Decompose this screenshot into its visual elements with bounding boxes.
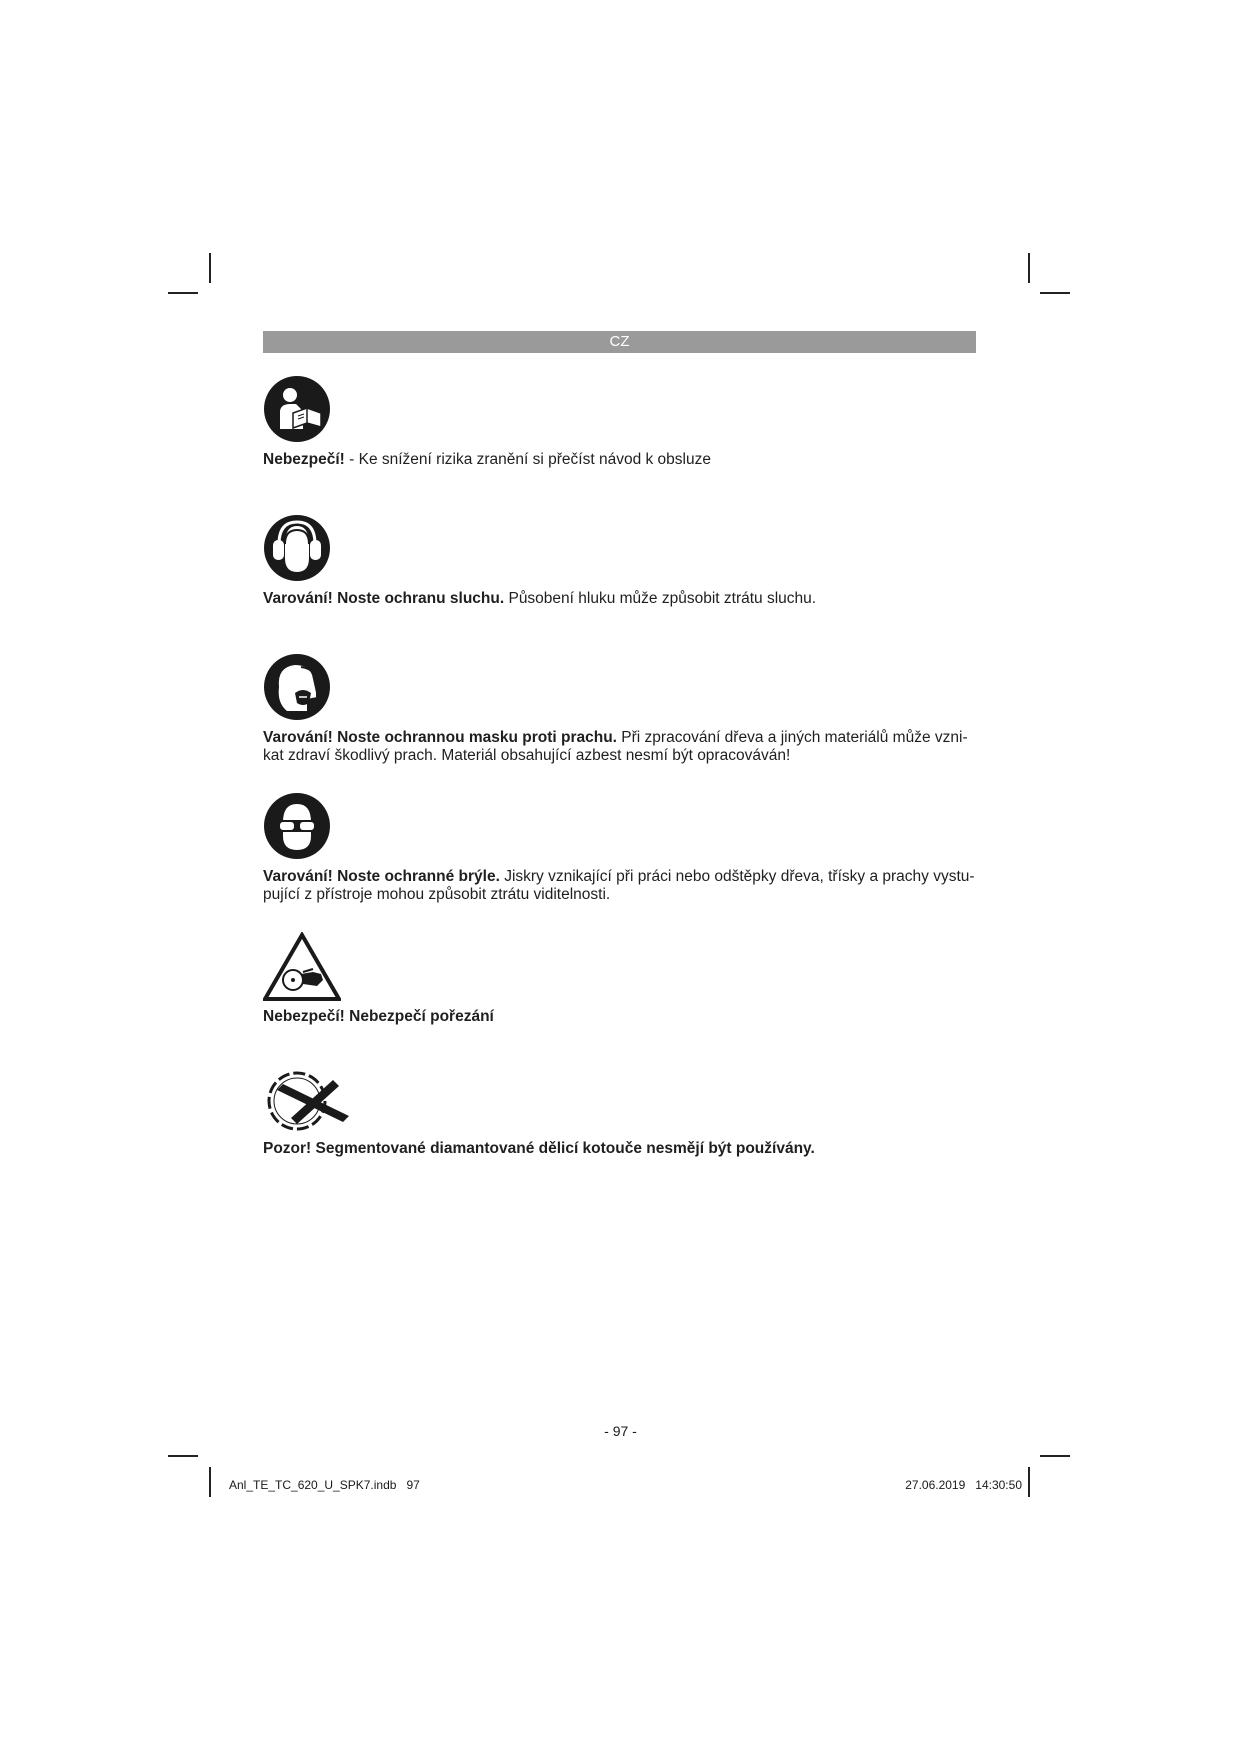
warning-title: Varování! Noste ochrannou masku proti prachu.	[263, 729, 617, 746]
warning-safety-goggles	[263, 792, 983, 904]
crop-mark	[1040, 1455, 1070, 1457]
page-number: - 97 -	[604, 1423, 637, 1439]
footer-file-name: Anl_TE_TC_620_U_SPK7.indb 97	[229, 1478, 420, 1492]
warning-body: Jiskry vznikající při práci nebo odštěpky dřeva, třísky a prachy vystu-pující z přístroje mohou způsobit ztrátu viditelnosti.	[263, 868, 975, 903]
warning-text	[263, 451, 983, 469]
warning-text	[263, 1140, 983, 1158]
warning-title: Varování! Noste ochranu sluchu.	[263, 590, 505, 607]
warning-ear-protection	[263, 514, 983, 608]
cut-hazard-icon	[263, 932, 341, 1002]
dust-mask-icon	[263, 653, 331, 721]
crop-mark	[168, 1455, 198, 1457]
warning-cut-hazard	[263, 932, 983, 1026]
crop-mark	[209, 253, 211, 283]
ear-protection-icon	[263, 514, 331, 582]
warning-text	[263, 1008, 983, 1026]
warning-title: Nebezpečí!	[263, 451, 345, 468]
warning-text	[263, 868, 983, 904]
safety-goggles-icon	[263, 792, 331, 860]
warning-dust-mask	[263, 653, 983, 765]
language-bar: CZ	[263, 331, 976, 353]
no-segmented-disc-icon	[263, 1066, 351, 1136]
read-manual-icon	[263, 375, 331, 443]
crop-mark	[168, 292, 198, 294]
warning-body: Působení hluku může způsobit ztrátu sluchu.	[504, 590, 817, 607]
warning-text	[263, 590, 983, 608]
warning-read-manual	[263, 375, 983, 469]
warning-title: Varování! Noste ochranné brýle.	[263, 868, 500, 885]
warning-body: Při zpracování dřeva a jiných materiálů může vzni-kat zdraví škodlivý prach. Materiál obsahující azbest nesmí být opracováván!	[263, 729, 968, 764]
warning-title: Pozor! Segmentované diamantované dělicí kotouče nesmějí být používány.	[263, 1140, 815, 1157]
warning-title: Nebezpečí! Nebezpečí pořezání	[263, 1008, 494, 1025]
warning-text	[263, 729, 983, 765]
warning-no-segmented-disc	[263, 1066, 983, 1158]
crop-mark	[1028, 1467, 1030, 1497]
crop-mark	[209, 1467, 211, 1497]
crop-mark	[1028, 253, 1030, 283]
footer-timestamp: 27.06.2019 14:30:50	[905, 1478, 1022, 1492]
warning-body: - Ke snížení rizika zranění si přečíst návod k obsluze	[344, 451, 711, 468]
crop-mark	[1040, 292, 1070, 294]
